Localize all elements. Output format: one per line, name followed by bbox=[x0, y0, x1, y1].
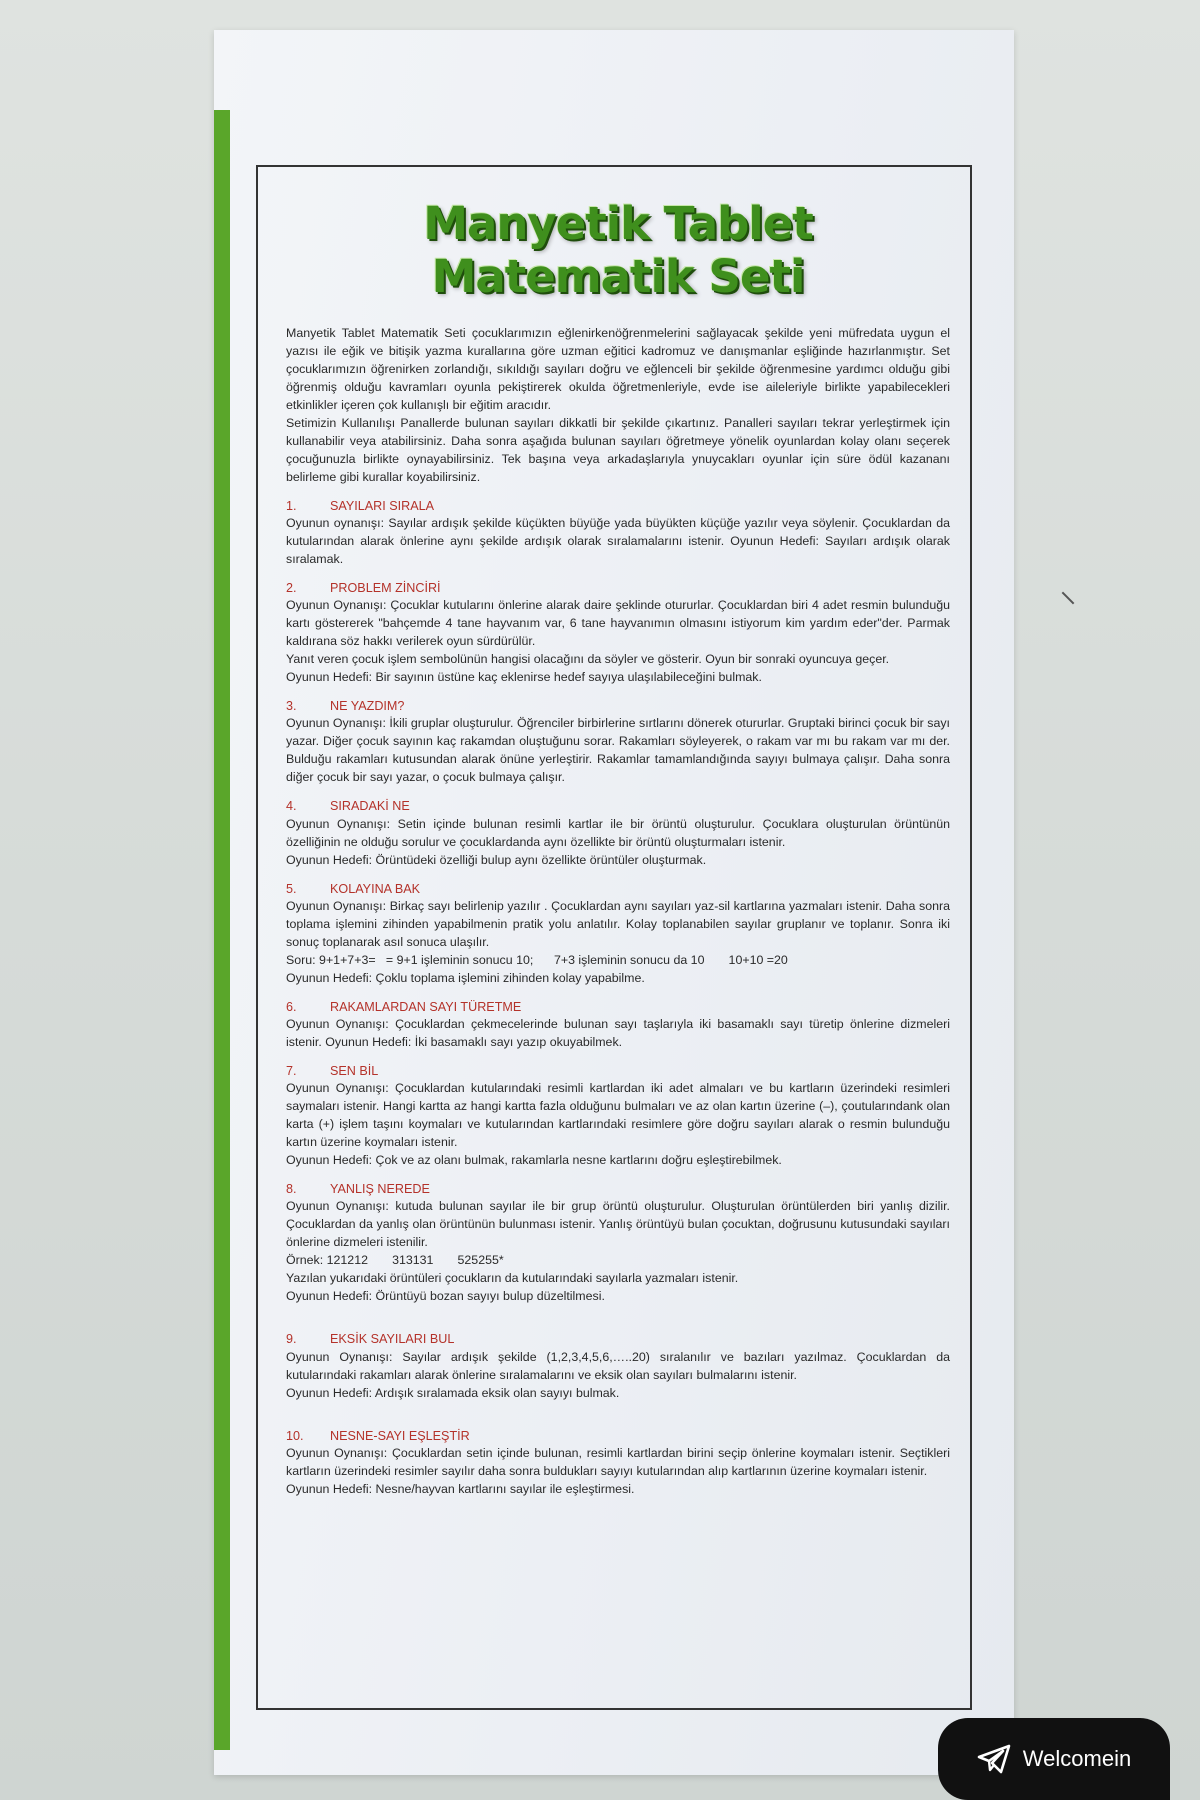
section-heading bbox=[286, 1062, 950, 1080]
section-text: Yazılan yukarıdaki örüntüleri çocukların da kutularındaki sayılarla yazmaları istenir. bbox=[286, 1271, 739, 1286]
section-text: Oyunun Hedefi: Bir sayının üstüne kaç eklenirse hedef sayıya ulaşılabileceğini bulmak. bbox=[286, 670, 762, 685]
section-text: Oyunun Oynanışı: Çocuklardan çekmecelerinde bulunan sayı taşlarıyla iki basamaklı sayı türetip önlerine dizmeleri istenir. Oyunun Hedefi: İki basamaklı sayı yazıp okuyabilmek. bbox=[286, 1017, 950, 1050]
section-heading bbox=[286, 1180, 950, 1198]
section-title: SIRADAKİ NE bbox=[330, 799, 410, 814]
section-text: Örnek: 121212 313131 525255* bbox=[286, 1253, 504, 1268]
section-heading bbox=[286, 579, 950, 597]
section-number: 6. bbox=[286, 999, 297, 1014]
game-section-8 bbox=[286, 1180, 950, 1306]
section-text: Oyunun Hedefi: Nesne/hayvan kartlarını sayılar ile eşleştirmesi. bbox=[286, 1481, 635, 1496]
section-text: Oyunun Hedefi: Örüntüdeki özelliği bulup aynı özellikte örüntüler oluşturmak. bbox=[286, 852, 707, 867]
section-text: Yanıt veren çocuk işlem sembolünün hangisi olacağını da söyler ve gösterir. Oyun bir sonraki oyuncuya geçer. bbox=[286, 652, 890, 667]
section-heading bbox=[286, 998, 950, 1016]
section-number: 3. bbox=[286, 699, 297, 714]
section-text: Oyunun Oynanışı: Çocuklardan setin içinde bulunan, resimli kartlardan birini seçip önlerine koymaları istenir. Seçtikleri kartların üzerindeki resimler sayılır daha sonra buldukları sayıyı kutularından alıp kartlarının üzerine koymaları istenir. bbox=[286, 1445, 950, 1478]
section-text: Oyunun Oynanışı: İkili gruplar oluşturulur. Öğrenciler birbirlerine sırtlarını dönerek otururlar. Gruptaki birinci çocuk bir sayı yazar. Diğer çocuk sayının kaç rakamdan oluştuğunu sorar. Rakamları söyleyerek, o rakam var mı bu rakam var mı der. Bulduğu rakamları kutusundan alarak önüne yerleştirir. Rakamlar tamamlandığında sayıyı bulmaya çalışır. Daha sonra diğer çocuk bir sayı yazar, o çocuk bulmaya çalışır. bbox=[286, 716, 950, 785]
background-mark bbox=[1062, 592, 1075, 605]
section-heading bbox=[286, 1427, 950, 1445]
section-title: NE YAZDIM? bbox=[330, 699, 405, 714]
section-number: 8. bbox=[286, 1182, 297, 1197]
section-heading bbox=[286, 797, 950, 815]
section-number: 9. bbox=[286, 1332, 297, 1347]
section-number: 5. bbox=[286, 881, 297, 896]
section-text: Oyunun oynanışı: Sayılar ardışık şekilde küçükten büyüğe yada büyükten küçüğe yazılır veya söylenir. Çocuklardan da kutularından alarak önlerine aynı şekilde ardışık olarak sıralamalarını istenir. Oyunun Hedefi: Sayıları ardışık olarak sıralamak. bbox=[286, 516, 950, 567]
section-title: KOLAYINA BAK bbox=[330, 881, 421, 896]
section-text: Oyunun Hedefi: Örüntüyü bozan sayıyı bulup düzeltilmesi. bbox=[286, 1289, 605, 1304]
section-title: RAKAMLARDAN SAYI TÜRETME bbox=[330, 999, 522, 1014]
game-section-10 bbox=[286, 1427, 950, 1499]
section-number: 10. bbox=[286, 1428, 304, 1443]
page-title: Manyetik Tablet Matematik Seti bbox=[423, 197, 813, 303]
game-section-6 bbox=[286, 998, 950, 1052]
section-text: Oyunun Oynanışı: Setin içinde bulunan resimli kartlar ile bir örüntü oluşturulur. Çocuklara oluşturulan örüntünün özelliğinin ne olduğu sorulur ve çocuklardanda aynı özellikte bir örüntü oluşturmaları istenir. bbox=[286, 816, 950, 849]
section-title: PROBLEM ZİNCİRİ bbox=[330, 581, 441, 596]
section-text: Oyunun Hedefi: Çok ve az olanı bulmak, rakamlarla nesne kartlarını doğru eşleştirebilmek. bbox=[286, 1153, 782, 1168]
section-text: Soru: 9+1+7+3= = 9+1 işleminin sonucu 10; 7+3 işleminin sonucu da 10 10+10 =20 bbox=[286, 952, 788, 967]
game-section-1 bbox=[286, 497, 950, 569]
section-title: SEN BİL bbox=[330, 1064, 379, 1079]
game-section-2 bbox=[286, 579, 950, 687]
intro-paragraph: Manyetik Tablet Matematik Seti çocuklarımızın eğlenirkenöğrenmelerini sağlayacak şekilde yeni müfredata uygun el yazısı ile eğik ve bitişik yazma kurallarına göre uzman eğitici kadromuz ve danışmanlar eşliğinde hazırlanmıştır. Set çocuklarımızın öğrenirken zorlandığı, sıkıldığı sayıları doğru ve eğlenceli bir şekilde öğrenmesine yardımcı olduğu gibi öğrenmiş olduğu kavramları oyunla pekiştirerek okulda öğretmenleriyle, evde ise aileleriyle birlikte yapabilecekleri etkinlikler içeren çok kullanışlı bir eğitim aracıdır. bbox=[286, 326, 950, 412]
section-heading bbox=[286, 697, 950, 715]
section-text: Oyunun Oynanışı: kutuda bulunan sayılar ile bir grup örüntü oluşturulur. Oluşturulan örüntülerden biri yanlış dizilir. Çocuklardan da yanlış olan örüntünün bulunması istenir. Yanlış örüntüyü bulan çocuktan, doğrusunu kutusundaki sayıları önlerine dizmeleri istenilir. bbox=[286, 1199, 950, 1250]
intro-paragraph: Setimizin Kullanılışı Panallerde bulunan sayıları dikkatli bir şekilde çıkartınız. Panalleri sayıları tekrar yerleştirmek için kullanabilir veya atabilirsiniz. Daha sonra aşağıda bulunan sayıları öğretmeye yönelik oyunlardan kolay olanı seçerek çocuğunuzla birlikte oynayabilirsiniz. Tek başına veya arkadaşlarıyla ynuycakları oyunlar için süre ödül kazananı belirleme gibi kurallar koyabilirsiniz. bbox=[286, 415, 950, 484]
section-heading bbox=[286, 497, 950, 515]
game-section-9 bbox=[286, 1330, 950, 1402]
section-heading bbox=[286, 1330, 950, 1348]
content-frame bbox=[256, 165, 972, 1710]
section-title: NESNE-SAYI EŞLEŞTİR bbox=[330, 1428, 470, 1443]
section-text: Oyunun Hedefi: Ardışık sıralamada eksik olan sayıyı bulmak. bbox=[286, 1385, 620, 1400]
paper-plane-icon bbox=[977, 1744, 1011, 1774]
section-heading bbox=[286, 880, 950, 898]
game-section-4 bbox=[286, 797, 950, 869]
section-number: 2. bbox=[286, 581, 297, 596]
section-text: Oyunun Oynanışı: Sayılar ardışık şekilde (1,2,3,4,5,6,…..20) sıralanılır ve bazıları yazılmaz. Çocuklardan da kutularındaki rakamları alarak önlerine sıralamalarını ve eksik olan sayıları bulmalarını istenir. bbox=[286, 1349, 950, 1382]
badge-label: Welcomein bbox=[1022, 1746, 1132, 1771]
section-number: 1. bbox=[286, 498, 297, 513]
section-title: SAYILARI SIRALA bbox=[330, 498, 435, 513]
section-number: 7. bbox=[286, 1064, 297, 1079]
welcomein-badge[interactable] bbox=[938, 1718, 1170, 1800]
intro bbox=[286, 325, 950, 487]
game-section-3 bbox=[286, 697, 950, 787]
section-text: Oyunun Oynanışı: Çocuklardan kutularındaki resimli kartlardan iki adet almaları ve bu kartların üzerindeki resimleri saymaları istenir. Hangi kartta az hangi kartta fazla olduğunu bulmaları ve az olan kartın üzerine (–), çoutularındank olan karta (+) işlem taşını koymaları ve kutularından kartlarındaki resimlere göre doğru sayıları alarak o resmin bulunduğu kartın üzerine koymaları istenir. bbox=[286, 1081, 950, 1150]
section-title: YANLIŞ NEREDE bbox=[330, 1182, 430, 1197]
instruction-sheet bbox=[214, 30, 1014, 1775]
green-edge-strip bbox=[214, 110, 230, 1750]
game-section-7 bbox=[286, 1062, 950, 1170]
game-section-5 bbox=[286, 880, 950, 988]
section-title: EKSİK SAYILARI BUL bbox=[330, 1332, 455, 1347]
section-text: Oyunun Hedefi: Çoklu toplama işlemini zihinden kolay yapabilme. bbox=[286, 970, 645, 985]
section-number: 4. bbox=[286, 799, 297, 814]
section-text: Oyunun Oynanışı: Çocuklar kutularını önlerine alarak daire şeklinde otururlar. Çocuklardan biri 4 adet resmin bulunduğu kartı göstererek "bahçemde 4 tane hayvanım var, 6 tane hayvanımın olmasını istiyorum kim yardım eder"der. Parmak kaldırana söz hakkı verilerek oyun sürdürülür. bbox=[286, 598, 950, 649]
section-text: Oyunun Oynanışı: Birkaç sayı belirlenip yazılır . Çocuklardan aynı sayıları yaz-sil kartlarına yazmaları istenir. Daha sonra toplama işlemini zihinden yapabilmenin pratik yolu anlatılır. Kolay toplanabilen sayılar gruplanır ve toplanır. Sonra iki sonuç toplanarak asıl sonuca ulaşılır. bbox=[286, 898, 950, 949]
